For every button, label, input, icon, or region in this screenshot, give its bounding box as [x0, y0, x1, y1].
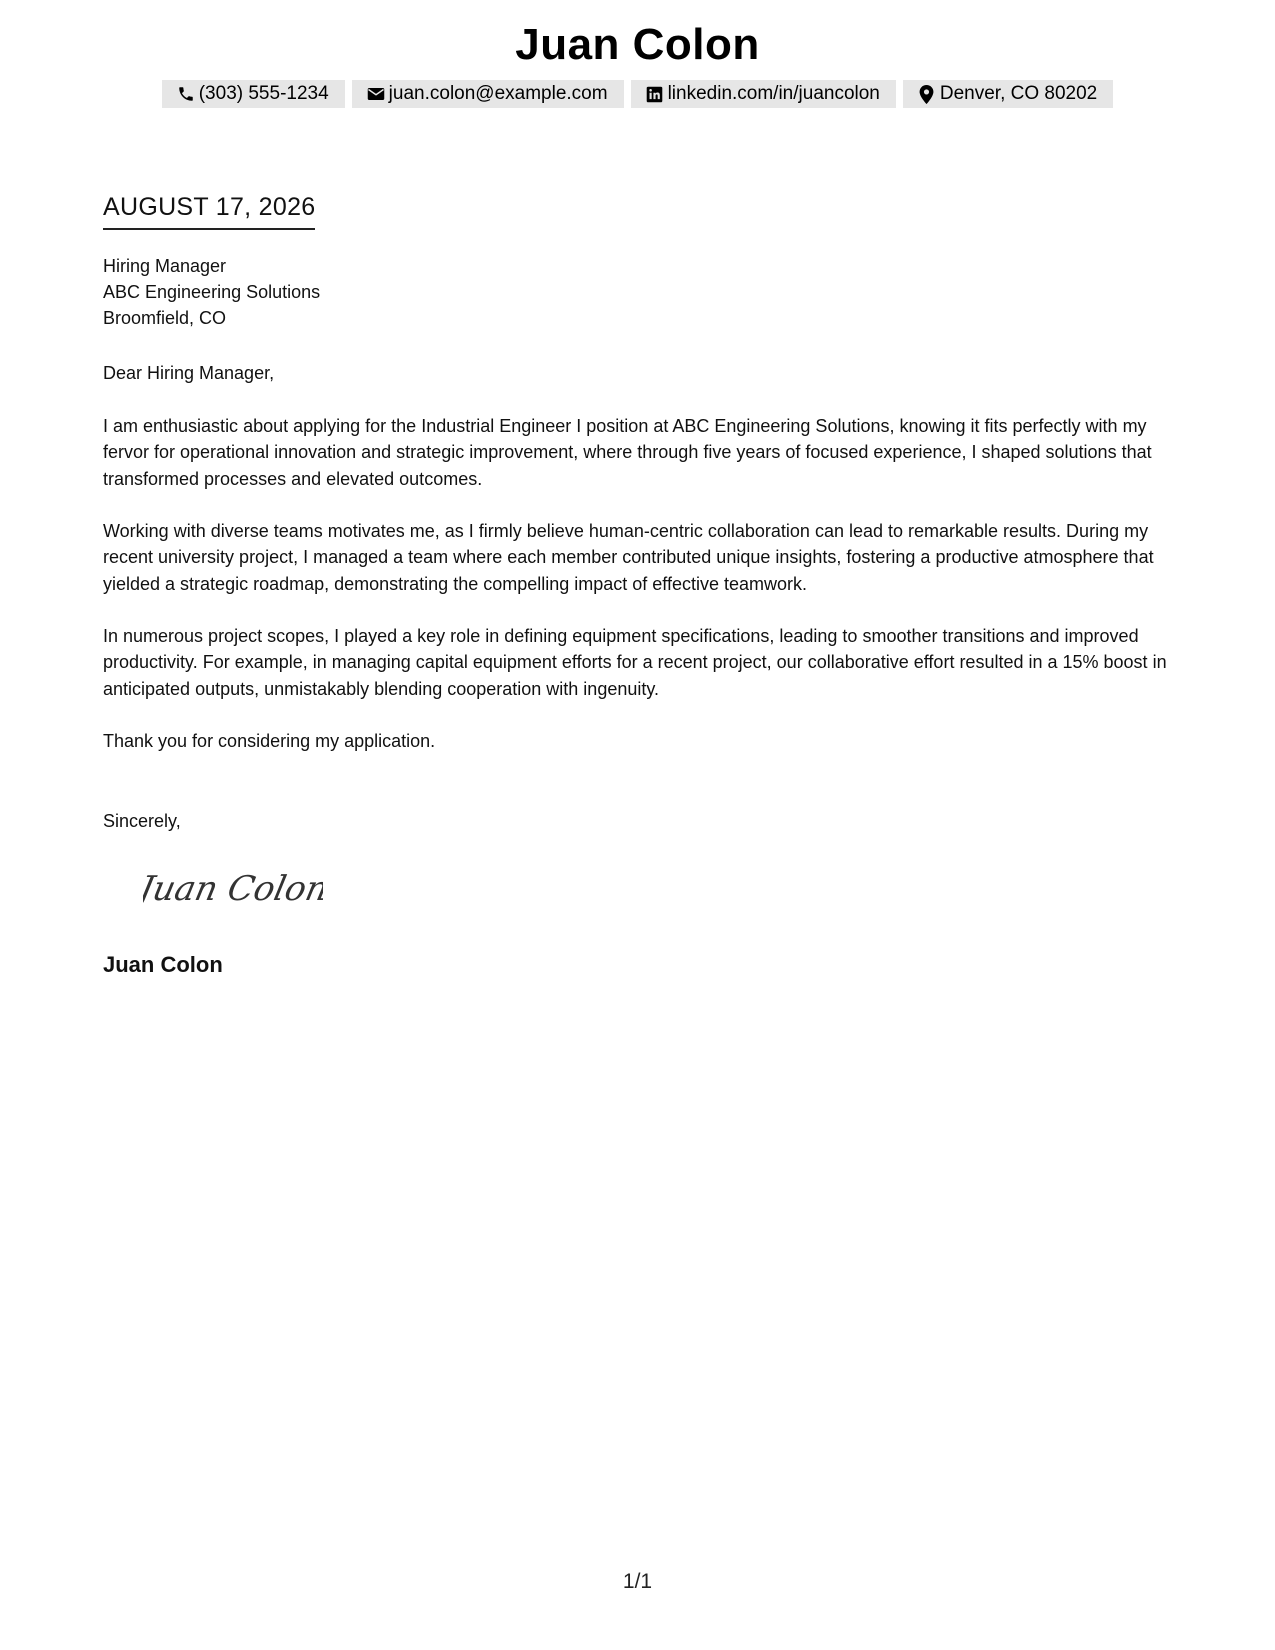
- signature-text: Juan Colon: [143, 869, 323, 909]
- contact-location-text: Denver, CO 80202: [939, 83, 1098, 104]
- contact-bar: [0, 80, 1275, 108]
- salutation: Dear Hiring Manager,: [103, 363, 275, 383]
- map-pin-icon: [917, 84, 937, 104]
- contact-linkedin: [631, 80, 896, 108]
- letter-date: AUGUST 17, 2026: [103, 193, 315, 230]
- closing: Sincerely,: [103, 811, 181, 831]
- body-paragraph: Working with diverse teams motivates me, as I firmly believe human-centric collaboration can lead to remarkable results. During my recent university project, I managed a team where each member contributed unique insights, fostering a productive atmosphere that yielded a strategic roadmap, demonstrating the compelling impact of effective teamwork.: [103, 521, 1154, 594]
- recipient-title: Hiring Manager: [103, 256, 227, 276]
- contact-phone-text: (303) 555-1234: [198, 83, 329, 104]
- contact-phone: [162, 80, 345, 108]
- applicant-name-heading: Juan Colon: [515, 20, 760, 69]
- page-number: 1/1: [622, 1570, 653, 1593]
- recipient-location: Broomfield, CO: [103, 308, 227, 328]
- handwritten-signature: [143, 864, 323, 914]
- phone-icon: [176, 84, 196, 104]
- contact-location: [903, 80, 1113, 108]
- body-paragraph: In numerous project scopes, I played a key role in defining equipment specifications, leading to smoother transitions and improved productivity. For example, in managing capital equipment efforts for a recent project, our collaborative effort resulted in a 15% boost in anticipated outputs, unmistakably blending cooperation with ingenuity.: [103, 626, 1167, 699]
- envelope-icon: [366, 84, 386, 104]
- recipient-block: [103, 253, 320, 331]
- linkedin-icon: [645, 84, 665, 104]
- thank-you-line: Thank you for considering my application.: [103, 731, 436, 751]
- body-paragraph: I am enthusiastic about applying for the Industrial Engineer I position at ABC Engineering Solutions, knowing it fits perfectly with my fervor for operational innovation and strategic improvement, where through five years of focused experience, I shaped solutions that transformed processes and elevated outcomes.: [103, 416, 1152, 489]
- contact-email: [352, 80, 624, 108]
- contact-linkedin-text: linkedin.com/in/juancolon: [667, 83, 880, 104]
- recipient-company: ABC Engineering Solutions: [103, 282, 321, 302]
- signer-name: Juan Colon: [103, 952, 223, 977]
- contact-email-text: juan.colon@example.com: [388, 83, 608, 104]
